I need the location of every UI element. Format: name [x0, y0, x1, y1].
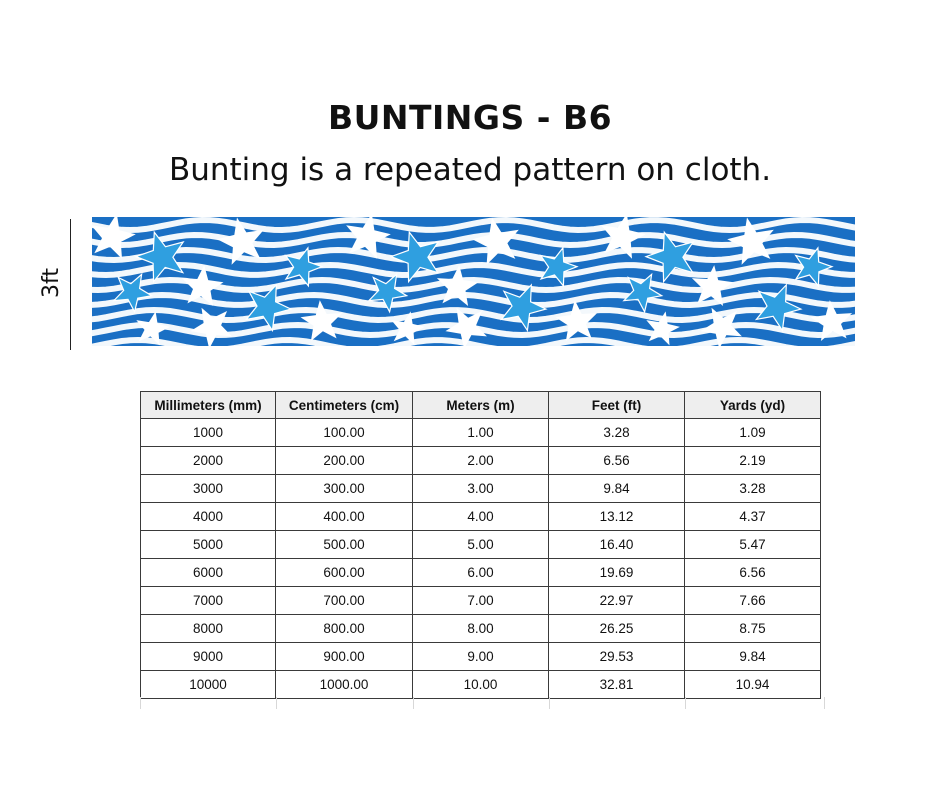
table-cell: 9000 [141, 643, 276, 671]
bunting-pattern-image [92, 217, 855, 346]
page-title: BUNTINGS - B6 [327, 98, 613, 137]
table-cell: 19.69 [549, 559, 685, 587]
table-cell: 7.66 [685, 587, 821, 615]
table-row [141, 475, 821, 503]
table-row [141, 447, 821, 475]
table-cell: 1000 [141, 419, 276, 447]
table-cell: 5.00 [413, 531, 549, 559]
table-cell: 3000 [141, 475, 276, 503]
table-cell: 32.81 [549, 671, 685, 699]
table-cell: 400.00 [276, 503, 413, 531]
table-cell: 900.00 [276, 643, 413, 671]
height-label: 3ft [39, 268, 64, 298]
table-cell: 2000 [141, 447, 276, 475]
table-cell: 13.12 [549, 503, 685, 531]
table-row [141, 643, 821, 671]
table-cell: 100.00 [276, 419, 413, 447]
table-cell: 9.00 [413, 643, 549, 671]
table-row [141, 503, 821, 531]
table-cell: 22.97 [549, 587, 685, 615]
height-indicator-line [70, 219, 71, 350]
table-cell: 1.09 [685, 419, 821, 447]
table-cell: 7000 [141, 587, 276, 615]
column-header: Millimeters (mm) [141, 392, 276, 419]
table-cell: 6.00 [413, 559, 549, 587]
table-cell: 9.84 [549, 475, 685, 503]
table-cell: 10000 [141, 671, 276, 699]
table-cell: 1000.00 [276, 671, 413, 699]
table-cell: 3.00 [413, 475, 549, 503]
stars-stripes-pattern [92, 217, 855, 346]
conversion-table [140, 391, 821, 699]
table-cell: 3.28 [549, 419, 685, 447]
table-cell: 26.25 [549, 615, 685, 643]
table-cell: 9.84 [685, 643, 821, 671]
table-cell: 700.00 [276, 587, 413, 615]
column-header: Centimeters (cm) [276, 392, 413, 419]
table-cell: 8000 [141, 615, 276, 643]
table-cell: 2.19 [685, 447, 821, 475]
table-header-row [141, 392, 821, 419]
table-row [141, 419, 821, 447]
table-cell: 2.00 [413, 447, 549, 475]
table-body [141, 419, 821, 699]
table-cell: 10.94 [685, 671, 821, 699]
table-cell: 300.00 [276, 475, 413, 503]
table-cell: 5.47 [685, 531, 821, 559]
table-cell: 500.00 [276, 531, 413, 559]
table-row [141, 559, 821, 587]
table-cell: 8.00 [413, 615, 549, 643]
table-cell: 3.28 [685, 475, 821, 503]
table-cell: 6.56 [549, 447, 685, 475]
column-header: Yards (yd) [685, 392, 821, 419]
table-cell: 6.56 [685, 559, 821, 587]
table-cell: 6000 [141, 559, 276, 587]
table-cell: 8.75 [685, 615, 821, 643]
table-cell: 29.53 [549, 643, 685, 671]
table-cell: 800.00 [276, 615, 413, 643]
table-row [141, 587, 821, 615]
column-header: Meters (m) [413, 392, 549, 419]
column-header: Feet (ft) [549, 392, 685, 419]
table-cell: 10.00 [413, 671, 549, 699]
table-cell: 7.00 [413, 587, 549, 615]
table-cell: 200.00 [276, 447, 413, 475]
table-row [141, 671, 821, 699]
page-subtitle: Bunting is a repeated pattern on cloth. [168, 152, 772, 188]
table-row [141, 615, 821, 643]
table-cell: 4.37 [685, 503, 821, 531]
table-cell: 4.00 [413, 503, 549, 531]
table-cell: 4000 [141, 503, 276, 531]
table-cell: 600.00 [276, 559, 413, 587]
table-tail [140, 697, 825, 709]
table-cell: 16.40 [549, 531, 685, 559]
table-cell: 1.00 [413, 419, 549, 447]
table-cell: 5000 [141, 531, 276, 559]
table-row [141, 531, 821, 559]
